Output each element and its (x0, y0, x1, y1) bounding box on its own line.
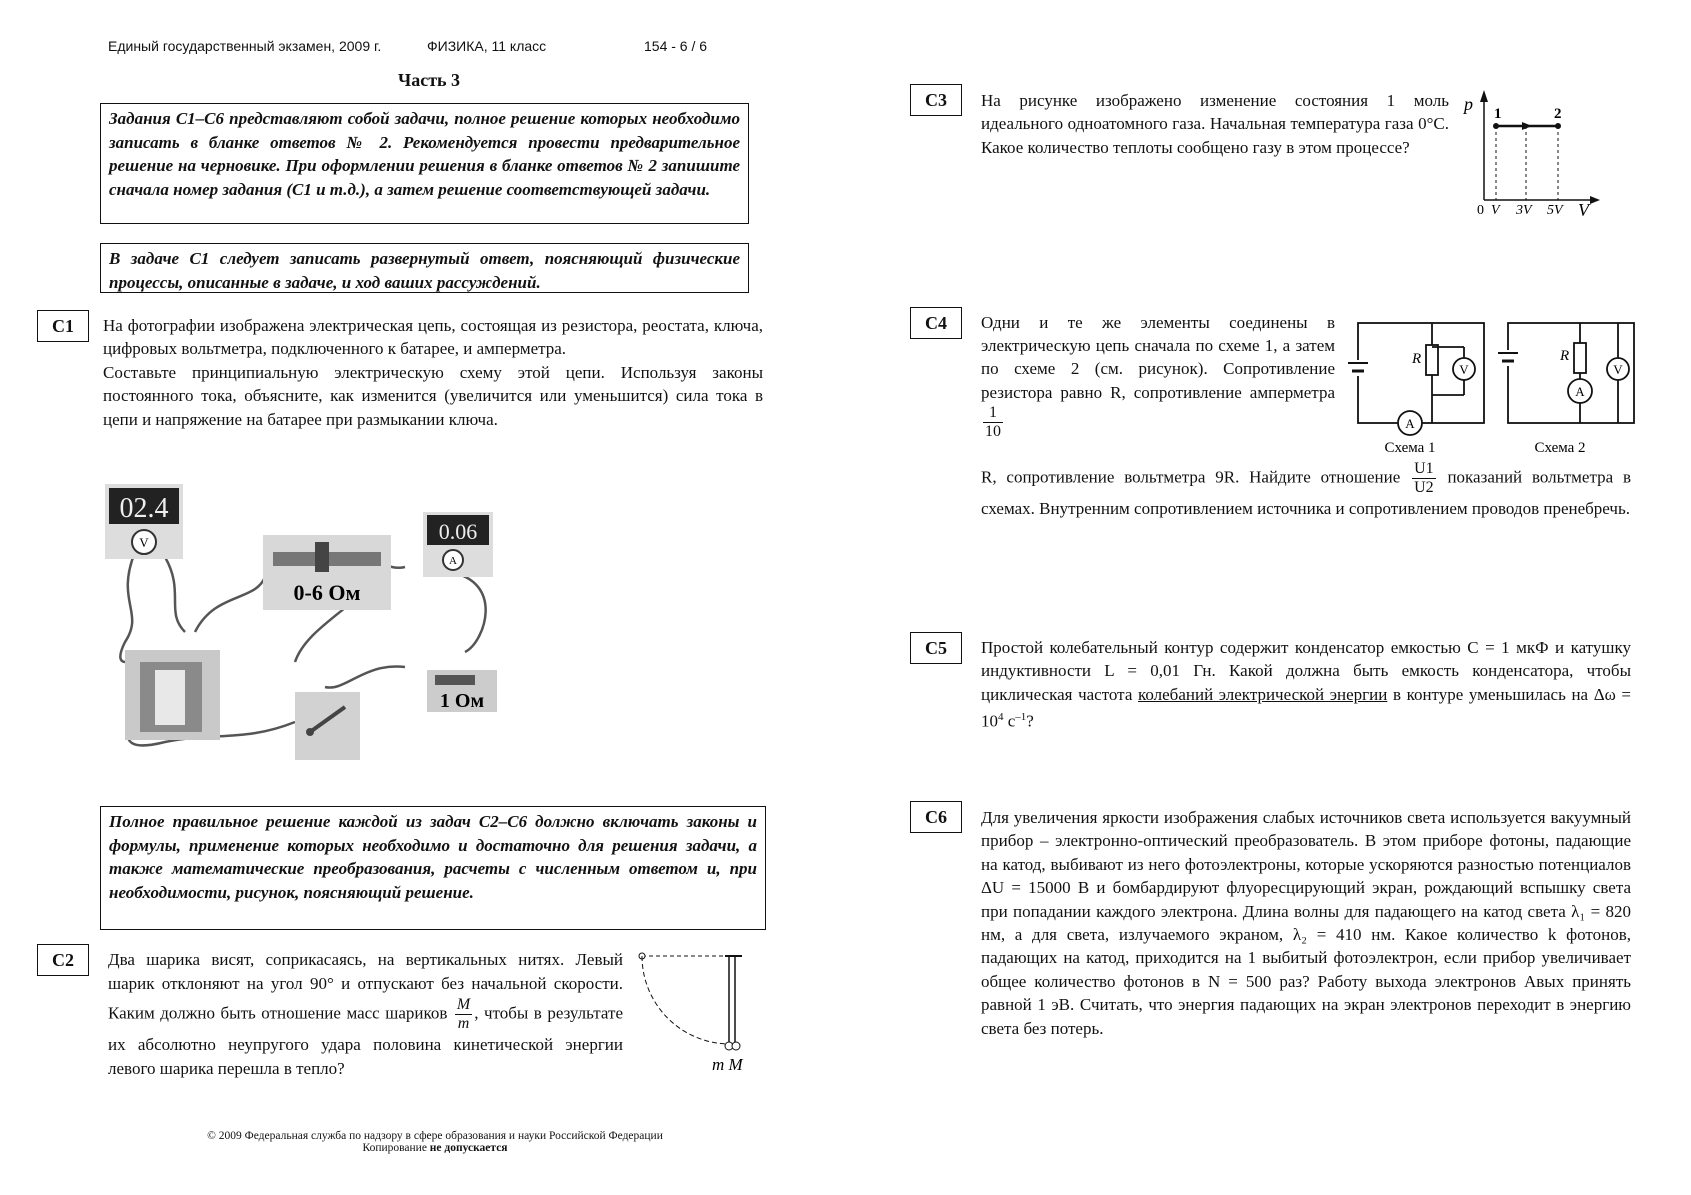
page-number: 154 - 6 / 6 (644, 38, 708, 54)
task-label-c1: С1 (37, 310, 89, 342)
copying-forbidden: не допускается (429, 1142, 508, 1154)
scheme2-label: Схема 2 (1534, 440, 1586, 456)
c2-c6-instruction-text: Полное правильное решение каждой из задач С2–С6 должно включать законы и формулы, применение которых необходимо и достаточно для решения задачи, а также математические преобразования, расчеты с численным ответом и, при необходимости, рисунок, поясняющий решение. (109, 812, 757, 902)
voltage-ratio-fraction (1412, 460, 1436, 497)
c1-paragraph-1: На фотографии изображена электрическая цепь, состоящая из резистора, реостата, ключа, цифровых вольтметра, подключенного к батарее, и амперметра. (103, 316, 763, 359)
c1-paragraph-2: Составьте принципиальную электрическую схему этой цепи. Используя законы постоянного тока, объясните, как изменится (увеличится или уменьшится) сила тока в цепи и напряжение на батарее при размыкании ключа. (103, 362, 763, 429)
voltmeter-reading: 02.4 (119, 493, 169, 524)
task-label-c3: С3 (910, 84, 962, 116)
graph-tick-3v: 3V (1516, 203, 1532, 218)
mass-ratio-fraction (455, 996, 472, 1033)
task-c2-text (108, 948, 623, 1081)
scheme2-ammeter: A (1575, 384, 1585, 399)
task-c1-text (103, 314, 763, 431)
ammeter-symbol: A (449, 555, 457, 567)
key-device (295, 692, 360, 760)
ammeter-reading: 0.06 (438, 519, 478, 544)
c5-underlined-text: колебаний электрической энергии (1137, 684, 1388, 704)
c4-text-c: показаний вольтметра в схемах. Внутренним сопротивлением источника и сопротивлением проводов пренебречь. (981, 467, 1631, 518)
graph-tick-v: V (1491, 203, 1500, 218)
scheme1-label: Схема 1 (1384, 440, 1436, 456)
task-c5-text (981, 636, 1631, 733)
c5-text-d: ? (1026, 711, 1034, 731)
c5-text-a: Простой колебательный контур содержит конденсатор емкостью C = 1 мкФ и катушку индуктивности L = 0,01 Гн. Какой должна быть емкость конденсатора, чтобы циклическая частота (981, 638, 1631, 704)
graph-y-axis: p (1464, 94, 1473, 114)
footer (150, 1130, 720, 1154)
subject: ФИЗИКА, 11 класс (427, 38, 547, 54)
c1-instruction-text: В задаче С1 следует записать развернутый ответ, поясняющий физические процессы, описанные в задаче, и ход ваших рассуждений. (109, 249, 740, 292)
voltmeter-symbol: V (139, 535, 149, 550)
circuit-photo (105, 482, 525, 767)
pv-graph (1460, 88, 1600, 218)
scheme1-ammeter: A (1405, 416, 1415, 431)
copying-note: Копирование (362, 1142, 430, 1154)
task-c4-text-b (981, 460, 1631, 520)
circuit-schemes (1340, 315, 1640, 460)
task-label-c4: С4 (910, 307, 962, 339)
voltage-ratio-denominator: U2 (1414, 479, 1434, 496)
part-title: Часть 3 (398, 70, 461, 90)
scheme1-voltmeter: V (1459, 362, 1469, 377)
scheme2-voltmeter: V (1613, 362, 1623, 377)
mass-ratio-denominator: m (457, 1015, 470, 1032)
graph-x-axis: V (1578, 200, 1589, 218)
voltage-ratio-numerator: U1 (1414, 460, 1434, 477)
copyright-line: © 2009 Федеральная служба по надзору в сфере образования и науки Российской Федерации (207, 1130, 663, 1142)
rheostat-label: 0-6 Ом (293, 580, 361, 605)
task-c6-text: Для увеличения яркости изображения слабых источников света используется вакуумный прибор – электронно-оптический преобразователь. В этом приборе фотоны, падающие на катод, выбивают из него фотоэлектроны, которые ускоряются разностью потенциалов ΔU = 15000 В и бомбардируют флуоресцирующий экран, рождающий вспышку света при попадании каждого электрона. Длина волны для падающего на катод света λ₁ = 820 нм, а для света, излучаемого экраном, λ₂ = 410 нм. Какое количество k фотонов, падающих на катод, приходится на 1 выбитый фотоэлектрон, если прибор увеличивает общее количество фотонов в N = 500 раз? Работу выхода электронов Aвых принять равной 1 эВ. Считать, что энергия падающих на экран электронов переходит в энергию света без потерь. (981, 808, 1631, 1038)
graph-tick-5v: 5V (1547, 203, 1563, 218)
pendulum-figure (630, 948, 760, 1078)
task-c4-text-a (981, 311, 1335, 441)
intro-text: Задания С1–С6 представляют собой задачи, полное решение которых необходимо записать в бланке ответов № 2. Рекомендуется провести предварительное решение на черновике. При оформлении решения в бланке ответов № 2 запишите сначала номер задания (С1 и т.д.), а затем решение соответствующей задачи. (109, 109, 740, 199)
graph-tick-0: 0 (1477, 203, 1484, 218)
resistor-label: 1 Ом (439, 690, 485, 712)
c4-text-b: R, сопротивление вольтметра 9R. Найдите отношение (981, 467, 1401, 487)
task-c3-text: На рисунке изображено изменение состояния 1 моль идеального одноатомного газа. Начальная температура газа 0°С. Какое количество теплоты сообщено газу в этом процессе? (981, 91, 1449, 157)
c2-c6-instruction-box (100, 806, 766, 930)
fraction-numerator: 1 (983, 404, 1003, 423)
c1-instruction-box (100, 243, 749, 293)
c2-text-a: Два шарика висят, соприкасаясь, на вертикальных нитях. Левый шарик отклоняют на угол 90° и отпускают без начальной скорости. Каким должно быть отношение масс шариков (108, 950, 623, 1023)
graph-point-2: 2 (1554, 106, 1562, 122)
task-label-c5: С5 (910, 632, 962, 664)
intro-box (100, 103, 749, 224)
exam-title: Единый государственный экзамен, 2009 г. (108, 38, 382, 54)
fraction-denominator: 10 (985, 422, 1001, 440)
task-label-c2: С2 (37, 944, 89, 976)
c4-text-a: Одни и те же элементы соединены в электрическую цепь сначала по схеме 1, а затем по схеме 2 (см. рисунок). Сопротивление резистора равно R, сопротивление амперметра (981, 313, 1335, 402)
c2-text-b: , чтобы в результате их абсолютно неупругого удара половина кинетической энергии левого шарика перешла в тепло? (108, 1003, 623, 1078)
c5-exponent-2: –1 (1015, 711, 1027, 724)
c5-exponent-1: 4 (998, 711, 1004, 724)
graph-point-1: 1 (1494, 106, 1502, 122)
c5-text-b: в контуре уменьшилась на Δω = 10 (981, 684, 1631, 731)
pendulum-label: m M (712, 1055, 743, 1074)
mass-ratio-numerator: M (456, 996, 471, 1013)
task-label-c6: С6 (910, 801, 962, 833)
scheme1-resistor: R (1412, 351, 1422, 367)
scheme2-resistor: R (1560, 348, 1570, 364)
ammeter-resistance-fraction (983, 404, 1003, 441)
c5-text-c: с (1003, 711, 1016, 731)
